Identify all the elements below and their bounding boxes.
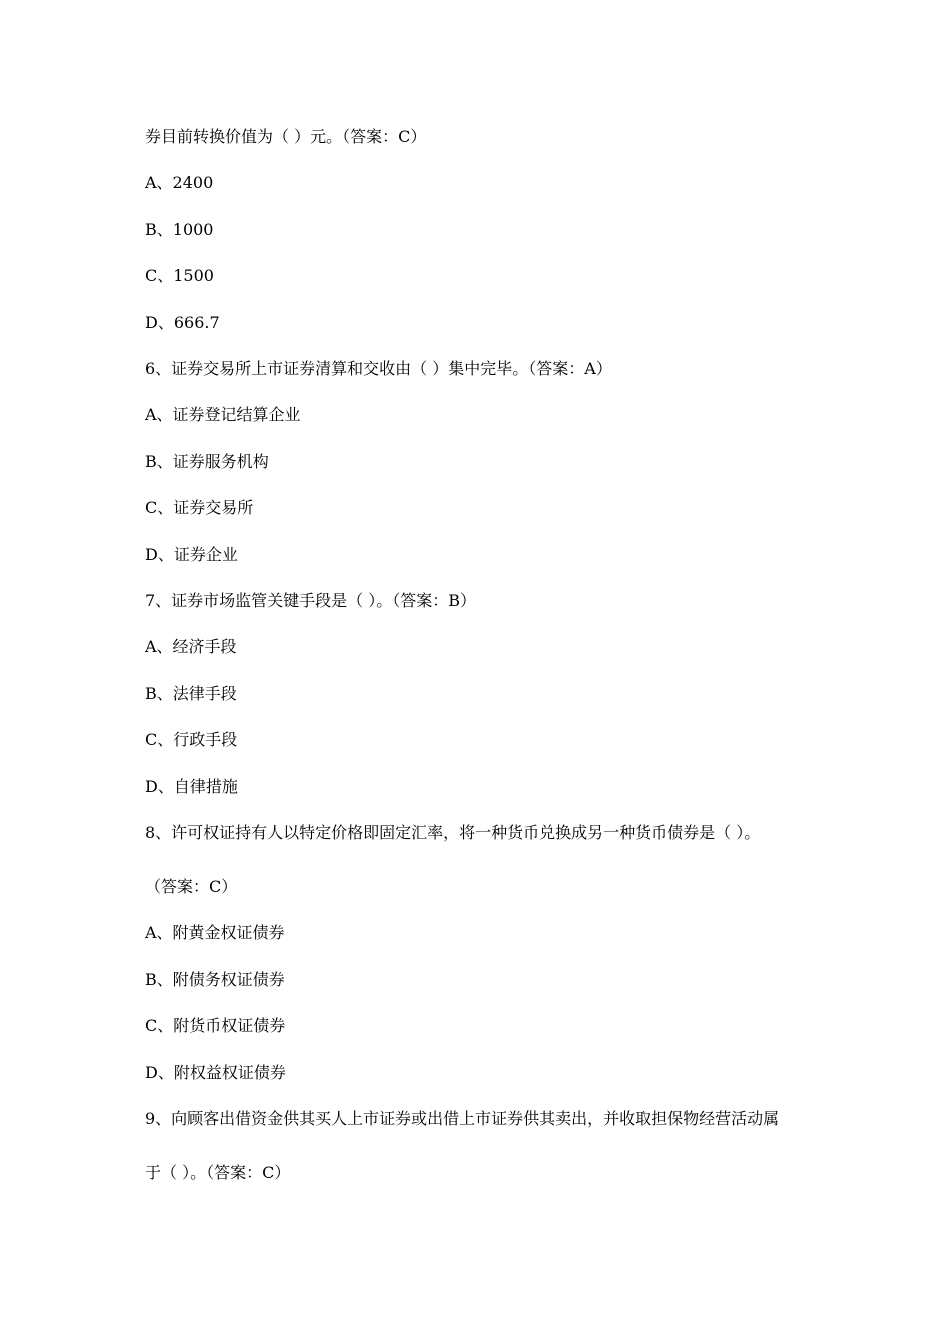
question-8-option-a: A、附黄金权证债券	[145, 923, 285, 942]
question-8-answer: （答案：C）	[145, 877, 238, 896]
question-8-text: 8、许可权证持有人以特定价格即固定汇率，将一种货币兑换成另一种货币债券是（ ）。	[145, 823, 761, 842]
question-6-option-d: D、证券企业	[145, 545, 238, 564]
question-6-option-b: B、证券服务机构	[145, 452, 269, 471]
question-5-option-c: C、1500	[145, 266, 214, 285]
question-7-option-d: D、自律措施	[145, 777, 238, 796]
question-7-option-a: A、经济手段	[145, 637, 237, 656]
question-7-text: 7、证券市场监管关键手段是（ ）。（答案：B）	[145, 591, 477, 610]
question-9-continuation: 于（ ）。（答案：C）	[145, 1163, 291, 1182]
question-7-option-b: B、法律手段	[145, 684, 237, 703]
question-6-option-a: A、证券登记结算企业	[145, 405, 301, 424]
question-8-option-c: C、附货币权证债券	[145, 1016, 286, 1035]
question-7-option-c: C、行政手段	[145, 730, 238, 749]
question-8-option-b: B、附债务权证债券	[145, 970, 285, 989]
question-6-text: 6、证券交易所上市证券清算和交收由（ ）集中完毕。（答案：A）	[145, 359, 612, 378]
question-9-text: 9、向顾客出借资金供其买人上市证券或出借上市证券供其卖出，并收取担保物经营活动属	[145, 1109, 780, 1128]
question-6-option-c: C、证券交易所	[145, 498, 254, 517]
question-8-option-d: D、附权益权证债券	[145, 1063, 286, 1082]
question-5-option-d: D、666.7	[145, 313, 220, 332]
question-5-option-a: A、2400	[145, 173, 214, 192]
question-5-continuation: 券目前转换价值为（ ）元。（答案：C）	[145, 127, 427, 146]
question-5-option-b: B、1000	[145, 220, 214, 239]
